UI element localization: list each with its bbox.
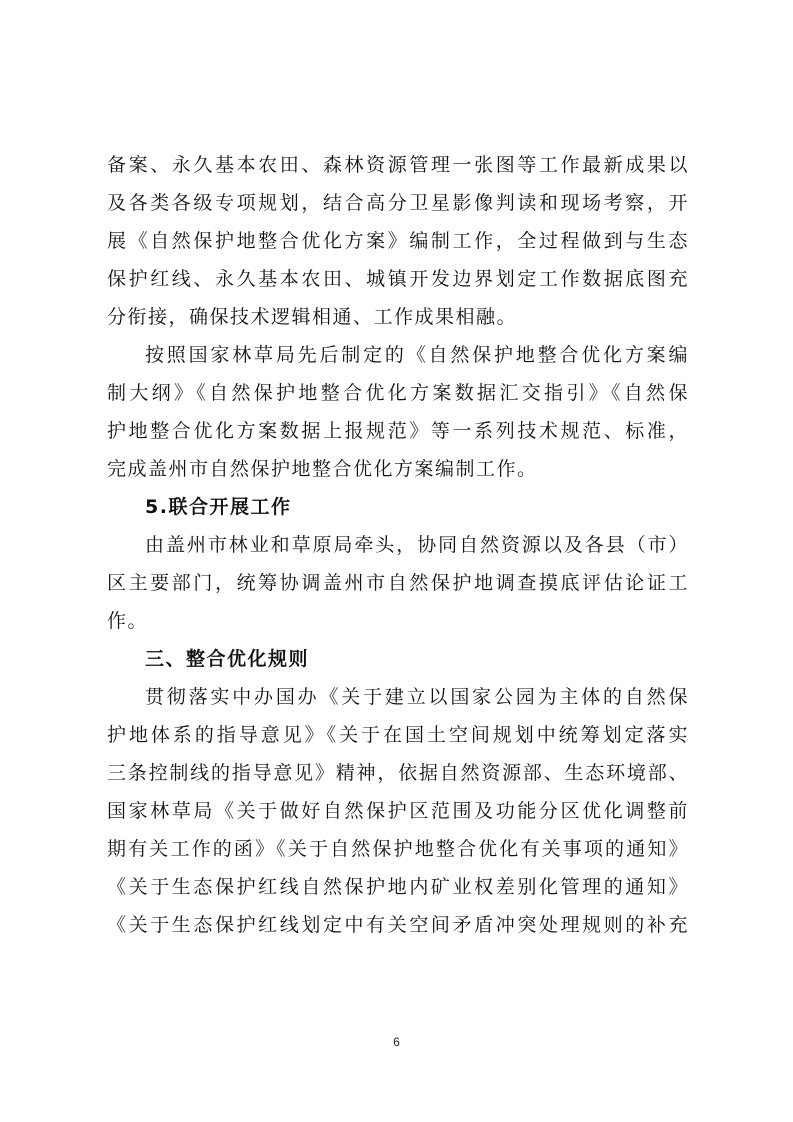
text-line: 期有关工作的函》《关于自然保护地整合优化有关事项的通知》 [107,838,689,860]
text-line: 贯彻落实中办国办《关于建立以国家公园为主体的自然保 [145,686,689,708]
text-line: 作。 [107,610,149,632]
paragraph-3 [107,526,689,640]
paragraph-1 [107,146,689,336]
text-line: 《关于生态保护红线自然保护地内矿业权差别化管理的通知》 [107,876,689,898]
text-line: 及各类各级专项规划，结合高分卫星影像判读和现场考察，开 [107,192,689,214]
section-heading: 5.联合开展工作 [145,496,292,518]
text-line: 《关于生态保护红线划定中有关空间矛盾冲突处理规则的补充 [107,914,689,936]
text-line: 区主要部门，统筹协调盖州市自然保护地调查摸底评估论证工 [107,572,689,594]
paragraph-4 [107,678,689,944]
text-line: 展《自然保护地整合优化方案》编制工作，全过程做到与生态 [107,230,689,252]
text-line: 保护红线、永久基本农田、城镇开发边界划定工作数据底图充 [107,268,689,290]
text-line: 备案、永久基本农田、森林资源管理一张图等工作最新成果以 [107,154,689,176]
text-line: 护地体系的指导意见》《关于在国土空间规划中统筹划定落实 [107,724,689,746]
chapter-heading: 三、整合优化规则 [145,648,310,670]
text-line: 按照国家林草局先后制定的《自然保护地整合优化方案编 [145,344,689,366]
text-line: 完成盖州市自然保护地整合优化方案编制工作。 [107,458,538,480]
text-line: 国家林草局《关于做好自然保护区范围及功能分区优化调整前 [107,800,689,822]
text-line: 由盖州市林业和草原局牵头，协同自然资源以及各县（市） [145,534,689,556]
paragraph-2 [107,336,689,488]
text-line: 制大纲》《自然保护地整合优化方案数据汇交指引》《自然保 [107,382,689,404]
page-number: 6 [393,1035,400,1049]
text-line: 护地整合优化方案数据上报规范》等一系列技术规范、标准， [107,420,689,442]
text-line: 分衔接，确保技术逻辑相通、工作成果相融。 [107,306,518,328]
document-body [107,146,689,944]
text-line: 三条控制线的指导意见》精神，依据自然资源部、生态环境部、 [107,762,689,784]
